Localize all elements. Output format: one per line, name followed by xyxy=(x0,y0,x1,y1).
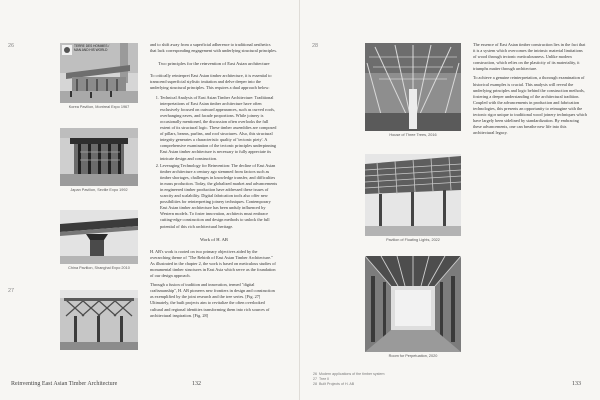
page-number-right: 133 xyxy=(572,381,581,387)
sign-text: TERRE DES HOMMES / MAN AND HIS WORLD xyxy=(74,44,110,52)
principles-paragraph: To critically reinterpret East Asian timber architecture, it is essential to transcend superficial stylistic imitation and delve deeper into the underlying structural principles. This requires a dual approach below: xyxy=(150,73,272,91)
footnotes xyxy=(313,372,385,387)
figure-number-27: 27 xyxy=(8,288,15,294)
intro-paragraph: and to shift away from a superficial adherence to traditional aesthetics that lack corresponding engagement with underlying structural principles. xyxy=(150,42,277,54)
right-page xyxy=(300,0,600,400)
caption-room-for-perpetuation: Room for Perpetuation, 2020 xyxy=(388,354,438,358)
essence-paragraph: The essence of East Asian timber construction lies in the fact that it is a system which overcomes the intrinsic material limitations of wood through tectonic meticulousness. Unlike modern construction, which relies on the plasticity of its materiality, it triumphs matter through architecture. xyxy=(473,42,586,72)
footer-book-title: Reinventing East Asian Timber Architecture xyxy=(11,381,118,387)
right-text-column xyxy=(473,42,587,139)
footnote-item: 26 Modern applications of the timber system xyxy=(313,372,385,376)
list-item: 2. Leveraging Technology for Reinvention: The decline of East Asian timber architecture a century ago stemmed from factors such as timber shortages, challenges in knowledge transfer, and difficulties in mass production. Today, the globalized market and advancements in engineered timber production have addressed these issues of scarcity and scalability. Digital fabrication tools also offer new possibilities for reinterpreting joinery techniques. Contemporary East Asian timber architecture has been unduly influenced by Western models. To foster innovation, architects must embrace cutting-edge construction and design methods to unlock the full potential of this rich architectural heritage. xyxy=(160,163,278,230)
list-item: 1. Technical Analysis of East Asian Timber Architecture: Traditional interpretations of East Asian timber architecture have often exclusively focused on outward appearances, such as curved roofs, overhanging eaves, and facade proportions. While joinery is occasionally mentioned, the discussion often overlooks the full extent of its structural logic. These timber assemblies are composed of pillars, beams, purlins, and roof structures. Also, this structural integrity generates a characteristic quality of 'tectonic piety'. A comprehensive examination of the tectonic principles underpinning East Asian timber architecture is necessary to fully appreciate its intricate design and construction. xyxy=(160,95,278,162)
figure-number-28: 28 xyxy=(312,43,319,49)
work-paragraph-1: H. AB's work is rooted on two primary objectives aided by the overarching theme of "The Rebirth of East Asian Timber Architecture." As illustrated in the chapter 2, the work is based on meticulous studies of monumental timber structures in East Asia which serve as the foundation of our design approach. xyxy=(150,248,276,279)
caption-china-pavilion: China Pavilion, Shanghai Expo 2010 xyxy=(68,266,130,270)
work-paragraph-2: Through a fusion of tradition and innovation, termed "digital craftsmanship", H. AB pioneers new frontiers in design and construction as exemplified by the joint research and the tree series. [Fig. 27] Ultimately, the built projects aim to revitalize the often overlooked cultural and regional identities transforming them into rich sources of architectural inspiration. [Fig. 28] xyxy=(150,282,275,318)
left-text-column xyxy=(150,42,278,322)
caption-house-of-three-trees: House of Three Trees, 2016 xyxy=(389,133,437,137)
figure-number-26: 26 xyxy=(8,43,15,49)
caption-pavilion-of-floating-lights: Pavilion of Floating Lights, 2022 xyxy=(386,238,440,242)
photo-japan-pavilion xyxy=(60,128,138,186)
footnote-item: 28 Built Projects of H. AB xyxy=(313,382,355,386)
section-heading-work: Work of H. AB xyxy=(200,236,228,242)
caption-korea-pavilion: Korea Pavilion, Montreal Expo 1967 xyxy=(68,105,130,109)
caption-japan-pavilion: Japan Pavilion, Seville Expo 1992 xyxy=(70,188,128,192)
photo-pavilion-of-floating-lights xyxy=(365,154,461,236)
photo-timber-lattice xyxy=(60,290,138,350)
photo-house-of-three-trees xyxy=(365,43,461,131)
reinterpretation-paragraph: To achieve a genuine reinterpretation, a thorough examination of historical examples is crucial. This analysis will reveal the underlying principles and logic behind the construction methods, fostering a deeper understanding of the architectural tradition. Coupled with the advancements in production and fabrication technologies, this presents an opportunity to reimagine with the tectonic rigor unique to traditional wood joinery techniques which have largely been sidelined by standardization. By embracing these advancements, one can breathe new life into this architectural legacy. xyxy=(473,75,587,136)
photo-room-for-perpetuation xyxy=(365,256,461,352)
section-heading-principles: Two principles for the reinvention of East Asian architecture xyxy=(158,61,270,67)
principles-list xyxy=(150,95,278,230)
page-number-left: 132 xyxy=(192,381,201,387)
photo-china-pavilion xyxy=(60,210,138,264)
footnote-item: 27 Tree II xyxy=(313,377,330,381)
